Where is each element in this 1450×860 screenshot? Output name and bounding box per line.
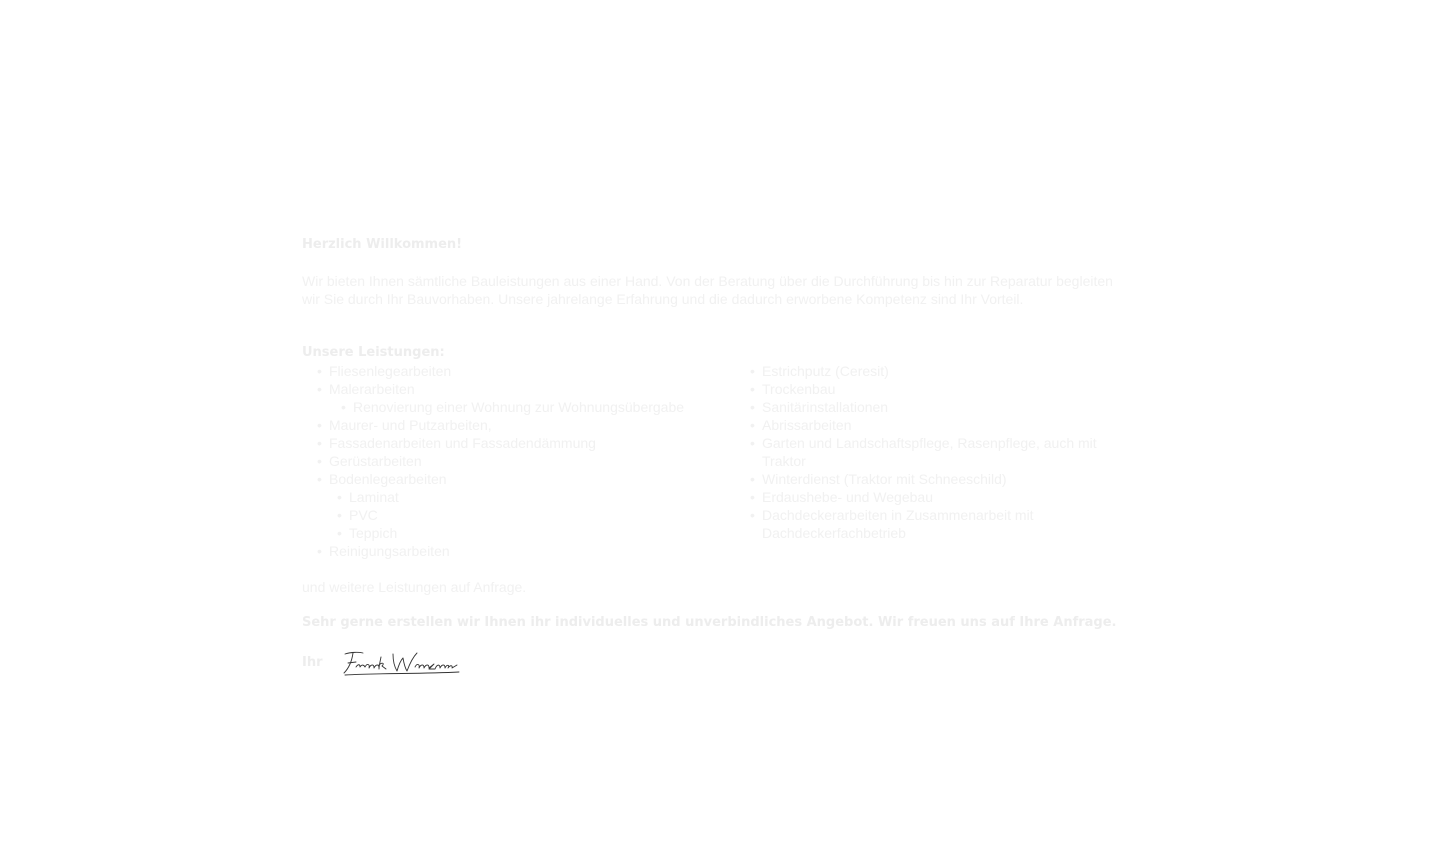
closing-statement: Sehr gerne erstellen wir Ihnen ihr individuelles und unverbindliches Angebot. Wir freuen uns auf Ihre Anfrage. <box>302 615 1117 630</box>
services-list-left <box>317 362 737 560</box>
services-list-right <box>750 362 1135 542</box>
service-item: • Gerüstarbeiten <box>317 452 737 470</box>
service-item: • Sanitärinstallationen <box>750 398 1135 416</box>
service-subitem: • Renovierung einer Wohnung zur Wohnungsübergabe <box>341 398 737 416</box>
service-subitem: • Teppich <box>337 524 737 542</box>
service-subitem: • PVC <box>337 506 737 524</box>
service-item: • Dachdeckerarbeiten in Zusammenarbeit mit Dachdeckerfachbetrieb <box>750 506 1135 542</box>
service-sublist <box>329 398 737 416</box>
signature-image <box>341 649 461 677</box>
service-item: • Estrichputz (Ceresit) <box>750 362 1135 380</box>
service-item: • Garten und Landschaftspflege, Rasenpflege, auch mit Traktor <box>750 434 1135 470</box>
service-item: • Maurer- und Putzarbeiten, <box>317 416 737 434</box>
services-title: Unsere Leistungen: <box>302 345 445 360</box>
service-item: • Erdaushebe- und Wegebau <box>750 488 1135 506</box>
more-services-text: und weitere Leistungen auf Anfrage. <box>302 579 527 595</box>
service-item: • Malerarbeiten • Renovierung einer Wohnung zur Wohnungsübergabe <box>317 380 737 416</box>
service-item: • Fassadenarbeiten und Fassadendämmung <box>317 434 737 452</box>
signoff-label: Ihr <box>302 655 323 670</box>
service-item: • Bodenlegearbeiten • Laminat • PVC • Teppich <box>317 470 737 542</box>
service-item: • Abrissarbeiten <box>750 416 1135 434</box>
intro-paragraph: Wir bieten Ihnen sämtliche Bauleistungen aus einer Hand. Von der Beratung über die Durchführung bis hin zur Reparatur begleiten wir Sie durch Ihr Bauvorhaben. Unsere jahrelange Erfahrung und die dadurch erworbene Kompetenz sind Ihr Vorteil. <box>302 273 1113 307</box>
service-item: • Winterdienst (Traktor mit Schneeschild) <box>750 470 1135 488</box>
service-sublist <box>329 488 737 542</box>
service-subitem: • Laminat <box>337 488 737 506</box>
service-item: • Fliesenlegearbeiten <box>317 362 737 380</box>
welcome-title: Herzlich Willkommen! <box>302 237 463 252</box>
service-item: • Trockenbau <box>750 380 1135 398</box>
signoff <box>302 649 461 677</box>
service-item: • Reinigungsarbeiten <box>317 542 737 560</box>
